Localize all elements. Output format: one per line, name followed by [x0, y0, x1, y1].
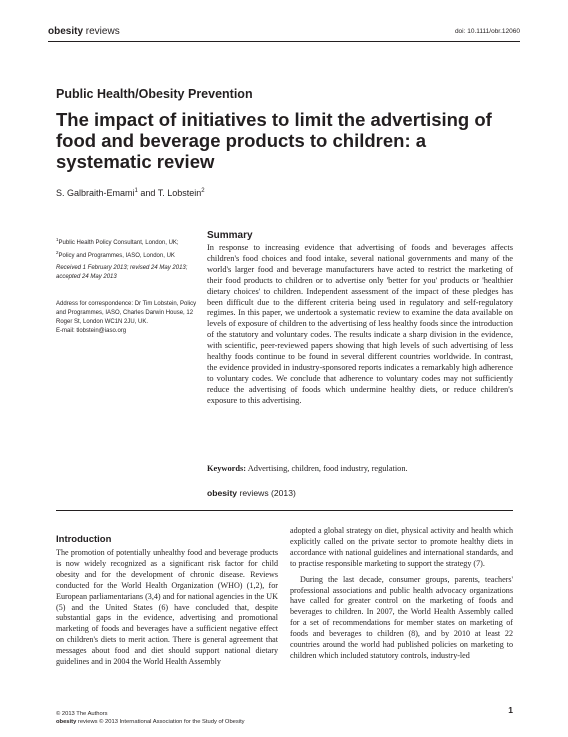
journal-citation: obesity reviews (2013)	[207, 488, 296, 498]
paragraph: During the last decade, consumer groups, parents, teachers' professional associations and public health advocacy organizations have called for greater control on the marketing of foods and beverages to children. In 2007, the World Health Assembly called for a set of recommendations for member states on marketing of foods and beverages to children (8), and by 2010 at least 22 countries around the world had published policies on marketing to children which included statutory controls, industry-led	[290, 574, 513, 660]
journal-header	[48, 26, 520, 40]
author-affiliation-mark: 2	[201, 188, 205, 194]
keywords-label: Keywords:	[207, 464, 247, 473]
paragraph: The promotion of potentially unhealthy food and beverage products is now widely recognized as a significant risk factor for child obesity and for the development of chronic disease. Reviews conducted for the World Health Organization (WHO) (1,2), for European parliamentarians (3,4) and for national agencies in the UK (5) and the United States (6) have concluded that, despite substantial gaps in the evidence, advertising and promotional marketing of foods and beverages have a sufficient negative effect on children's diets to merit action. There is general agreement that messages about food and diet should support national dietary guidelines and in 2004 the World Health Assembly	[56, 548, 278, 667]
paragraph: adopted a global strategy on diet, physical activity and health which explicitly called on the private sector to promote healthy diets in accordance with national guidelines and international standards, and to practise responsible marketing to support the strategy (7).	[290, 526, 513, 568]
introduction-heading: Introduction	[56, 534, 112, 545]
keywords	[207, 464, 513, 473]
affiliation: Public Health Policy Consultant, London, UK;	[58, 240, 179, 246]
correspondence-email: E-mail: tlobstein@iaso.org	[56, 328, 127, 334]
copyright-line: © 2013 The Authors	[56, 711, 108, 717]
header-rule	[48, 41, 520, 42]
author-affiliation-mark: 1	[134, 188, 138, 194]
affiliation: Policy and Programmes, IASO, London, UK	[58, 253, 175, 259]
author-list	[56, 188, 205, 198]
keywords-list: Advertising, children, food industry, regulation.	[246, 464, 408, 473]
correspondence-address: Address for correspondence: Dr Tim Lobstein, Policy and Programmes, IASO, Charles Darwin House, 12 Roger St, London WC1N 2JU, UK.	[56, 301, 197, 325]
author-name: and T. Lobstein	[137, 188, 202, 198]
section-rule	[56, 510, 513, 511]
body-column-left	[56, 548, 278, 668]
section-label: Public Health/Obesity Prevention	[56, 87, 253, 101]
author-name: S. Galbraith-Emami	[56, 188, 135, 198]
body-column-right	[290, 526, 513, 662]
page-footer	[56, 710, 513, 726]
summary-text: In response to increasing evidence that advertising of foods and beverages affects children's food choices and food intake, several national governments and many of the world's larger food and beverage manufacturers have acted to restrict the marketing of their food products to children or to advertise only 'better for you' products or 'healthier dietary choices' to children. Independent assessment of the impact of these pledges has been difficult due to the different criteria being used in regulatory and self-regulatory regimes. In this paper, we undertook a systematic review to examine the data available on levels of exposure of children to the advertising of less healthy foods since the introduction of the statutory and voluntary codes. The results indicate a sharp division in the evidence, with scientific, peer-reviewed papers showing that high levels of such advertising of less healthy foods continue to be found in several different countries worldwide. In contrast, the evidence provided in industry-sponsored reports indicates a remarkably high adherence to voluntary codes. We conclude that adherence to voluntary codes may not sufficiently reduce the advertising of foods which undermine healthy diets, or reduce children's exposure to this advertising.	[207, 243, 513, 405]
copyright-line: obesity reviews © 2013 International Association for the Study of Obesity	[56, 719, 245, 725]
summary-heading: Summary	[207, 230, 253, 241]
correspondence	[56, 300, 201, 336]
affiliations: $^1$Public Health Policy Consultant, London, UK; $^2$Policy and Programmes, IASO, London, UK	[56, 237, 179, 259]
doi: doi: 10.1111/obr.12060	[454, 28, 520, 35]
article-title: The impact of initiatives to limit the advertising of food and beverage products to children: a systematic review	[56, 109, 492, 172]
page-number: 1	[508, 705, 513, 715]
journal-name: obesity reviews	[48, 26, 120, 37]
received-dates: Received 1 February 2013; revised 24 May 2013; accepted 24 May 2013	[56, 265, 188, 280]
